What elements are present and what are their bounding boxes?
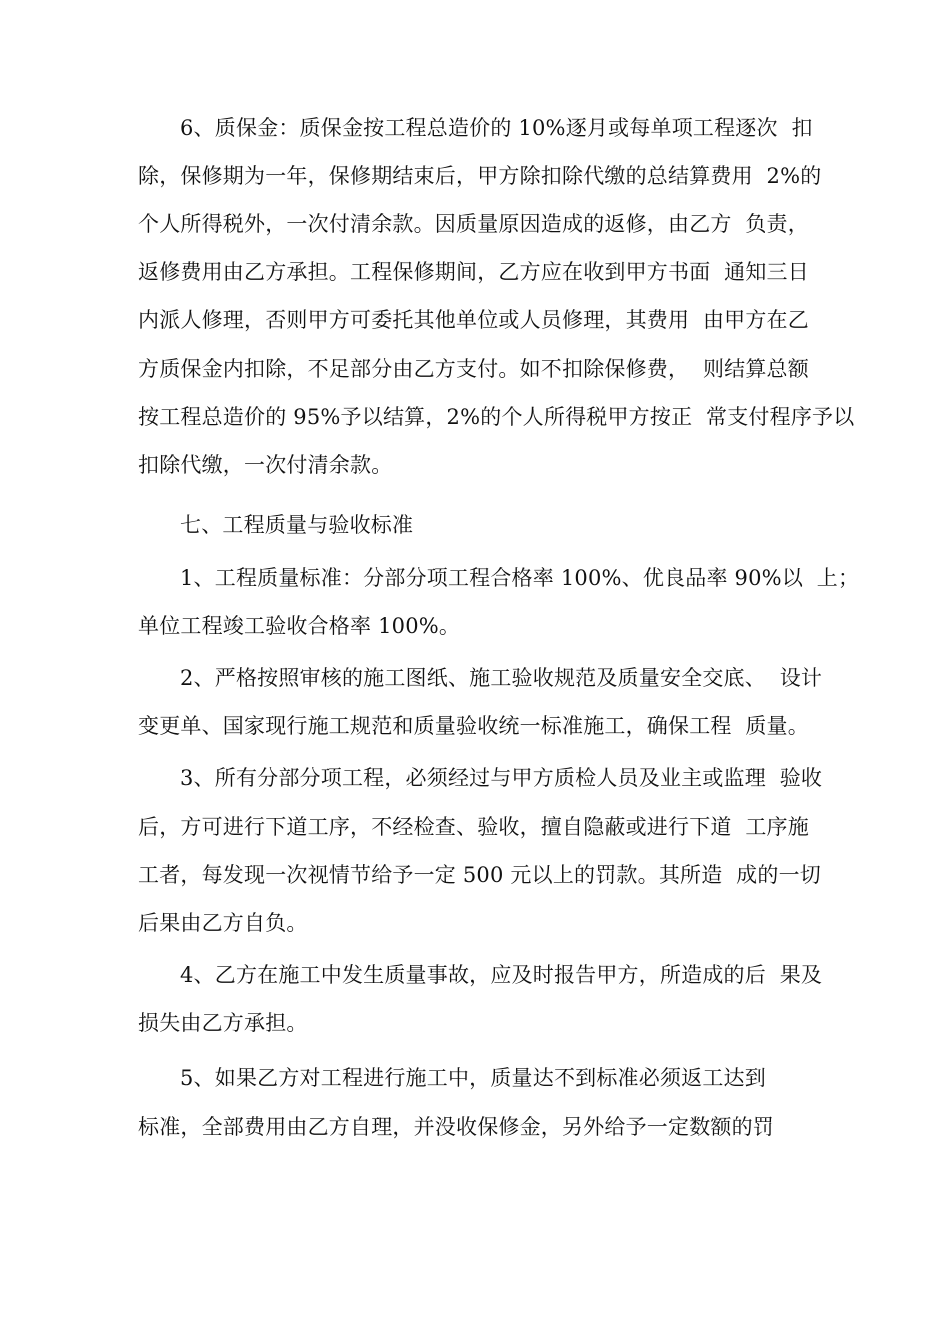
text-line: 单位工程竣工验收合格率 100%。	[138, 614, 461, 638]
text-line: 返修费用由乙方承担。工程保修期间，乙方应在收到甲方书面 通知三日	[138, 260, 809, 284]
text-line: 6、质保金：质保金按工程总造价的 10%逐月或每单项工程逐次 扣	[180, 116, 813, 140]
text-line: 2、严格按照审核的施工图纸、施工验收规范及质量安全交底、 设计	[180, 666, 823, 690]
text-line: 按工程总造价的 95%予以结算，2%的个人所得税甲方按正 常支付程序予以	[138, 405, 855, 429]
text-line: 内派人修理，否则甲方可委托其他单位或人员修理，其费用 由甲方在乙	[138, 308, 809, 332]
text-line: 方质保金内扣除，不足部分由乙方支付。如不扣除保修费， 则结算总额	[138, 357, 809, 381]
text-line: 工者，每发现一次视情节给予一定 500 元以上的罚款。其所造 成的一切	[138, 863, 821, 887]
text-line: 变更单、国家现行施工规范和质量验收统一标准施工，确保工程 质量。	[138, 714, 809, 738]
text-line: 除，保修期为一年，保修期结束后，甲方除扣除代缴的总结算费用 2%的	[138, 164, 822, 188]
text-line: 5、如果乙方对工程进行施工中，质量达不到标准必须返工达到	[180, 1066, 766, 1090]
text-line: 后果由乙方自负。	[138, 911, 308, 935]
text-line: 4、乙方在施工中发生质量事故，应及时报告甲方，所造成的后 果及	[180, 963, 823, 987]
text-line: 个人所得税外，一次付清余款。因质量原因造成的返修，由乙方 负责，	[138, 212, 809, 236]
text-line: 损失由乙方承担。	[138, 1011, 308, 1035]
section-heading: 七、工程质量与验收标准	[180, 513, 414, 537]
text-line: 扣除代缴，一次付清余款。	[138, 453, 393, 477]
text-line: 3、所有分部分项工程，必须经过与甲方质检人员及业主或监理 验收	[180, 766, 823, 790]
text-line: 1、工程质量标准：分部分项工程合格率 100%、优良品率 90%以 上；	[180, 566, 860, 590]
text-line: 标准，全部费用由乙方自理，并没收保修金，另外给予一定数额的罚	[138, 1115, 774, 1139]
text-line: 后，方可进行下道工序，不经检查、验收，擅自隐蔽或进行下道 工序施	[138, 815, 809, 839]
